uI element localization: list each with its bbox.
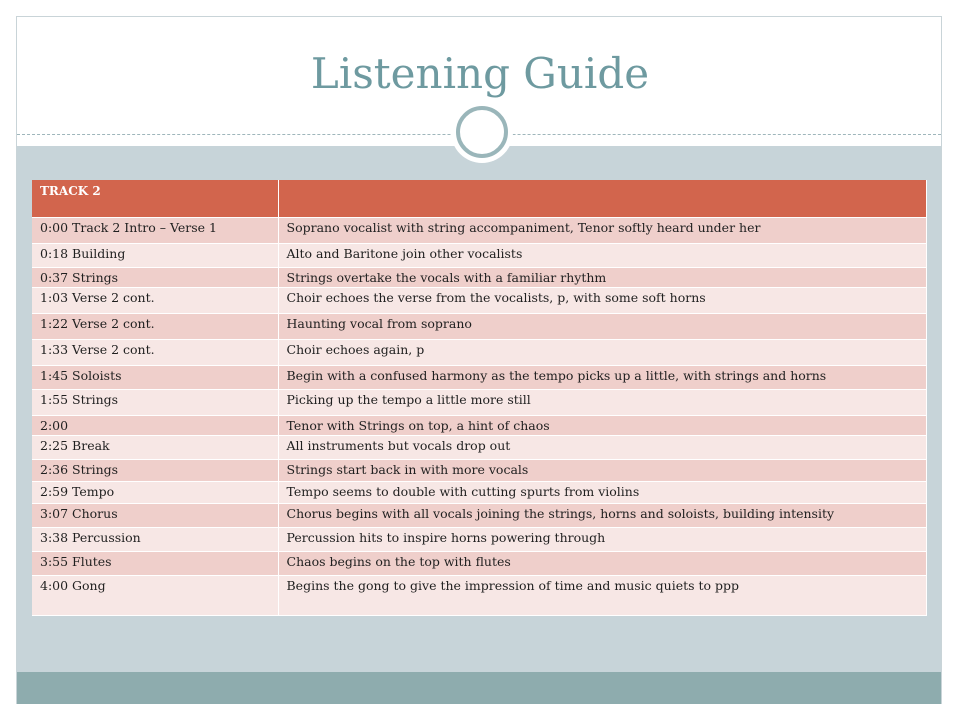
time-cell: 2:36 Strings	[32, 459, 278, 481]
slide-title: Listening Guide	[310, 49, 650, 98]
header-blank	[278, 180, 926, 217]
description-cell: Haunting vocal from soprano	[278, 313, 926, 339]
time-cell: 2:59 Tempo	[32, 481, 278, 503]
table-row	[32, 217, 926, 243]
description-cell: Percussion hits to inspire horns powering through	[278, 527, 926, 551]
table-header-row	[32, 180, 926, 217]
time-cell: 2:00	[32, 415, 278, 435]
listening-guide-table	[32, 180, 927, 616]
table-row	[32, 313, 926, 339]
description-cell: Strings start back in with more vocals	[278, 459, 926, 481]
header-track: TRACK 2	[32, 180, 278, 217]
ring-icon	[456, 106, 508, 158]
description-cell: Tempo seems to double with cutting spurts from violins	[278, 481, 926, 503]
description-cell: All instruments but vocals drop out	[278, 435, 926, 459]
description-cell: Picking up the tempo a little more still	[278, 389, 926, 415]
time-cell: 3:07 Chorus	[32, 503, 278, 527]
table-row	[32, 389, 926, 415]
table-body	[32, 217, 926, 615]
table-row	[32, 339, 926, 365]
description-cell: Tenor with Strings on top, a hint of chaos	[278, 415, 926, 435]
time-cell: 1:03 Verse 2 cont.	[32, 287, 278, 313]
description-cell: Begins the gong to give the impression of time and music quiets to ppp	[278, 575, 926, 615]
footer-band	[17, 672, 941, 704]
description-cell: Chorus begins with all vocals joining the strings, horns and soloists, building intensity	[278, 503, 926, 527]
time-cell: 4:00 Gong	[32, 575, 278, 615]
table-row	[32, 415, 926, 435]
table-row	[32, 365, 926, 389]
description-cell: Strings overtake the vocals with a familiar rhythm	[278, 267, 926, 287]
table-row	[32, 575, 926, 615]
time-cell: 1:22 Verse 2 cont.	[32, 313, 278, 339]
table-row	[32, 435, 926, 459]
description-cell: Chaos begins on the top with flutes	[278, 551, 926, 575]
time-cell: 3:55 Flutes	[32, 551, 278, 575]
table-row	[32, 503, 926, 527]
description-cell: Choir echoes the verse from the vocalists, p, with some soft horns	[278, 287, 926, 313]
description-cell: Alto and Baritone join other vocalists	[278, 243, 926, 267]
table-row	[32, 551, 926, 575]
table-row	[32, 267, 926, 287]
table-row	[32, 481, 926, 503]
time-cell: 1:55 Strings	[32, 389, 278, 415]
table-row	[32, 287, 926, 313]
time-cell: 1:45 Soloists	[32, 365, 278, 389]
time-cell: 1:33 Verse 2 cont.	[32, 339, 278, 365]
table-row	[32, 527, 926, 551]
description-cell: Soprano vocalist with string accompaniment, Tenor softly heard under her	[278, 217, 926, 243]
description-cell: Begin with a confused harmony as the tempo picks up a little, with strings and horns	[278, 365, 926, 389]
time-cell: 2:25 Break	[32, 435, 278, 459]
time-cell: 3:38 Percussion	[32, 527, 278, 551]
time-cell: 0:00 Track 2 Intro – Verse 1	[32, 217, 278, 243]
time-cell: 0:37 Strings	[32, 267, 278, 287]
time-cell: 0:18 Building	[32, 243, 278, 267]
table-row	[32, 459, 926, 481]
description-cell: Choir echoes again, p	[278, 339, 926, 365]
table-row	[32, 243, 926, 267]
